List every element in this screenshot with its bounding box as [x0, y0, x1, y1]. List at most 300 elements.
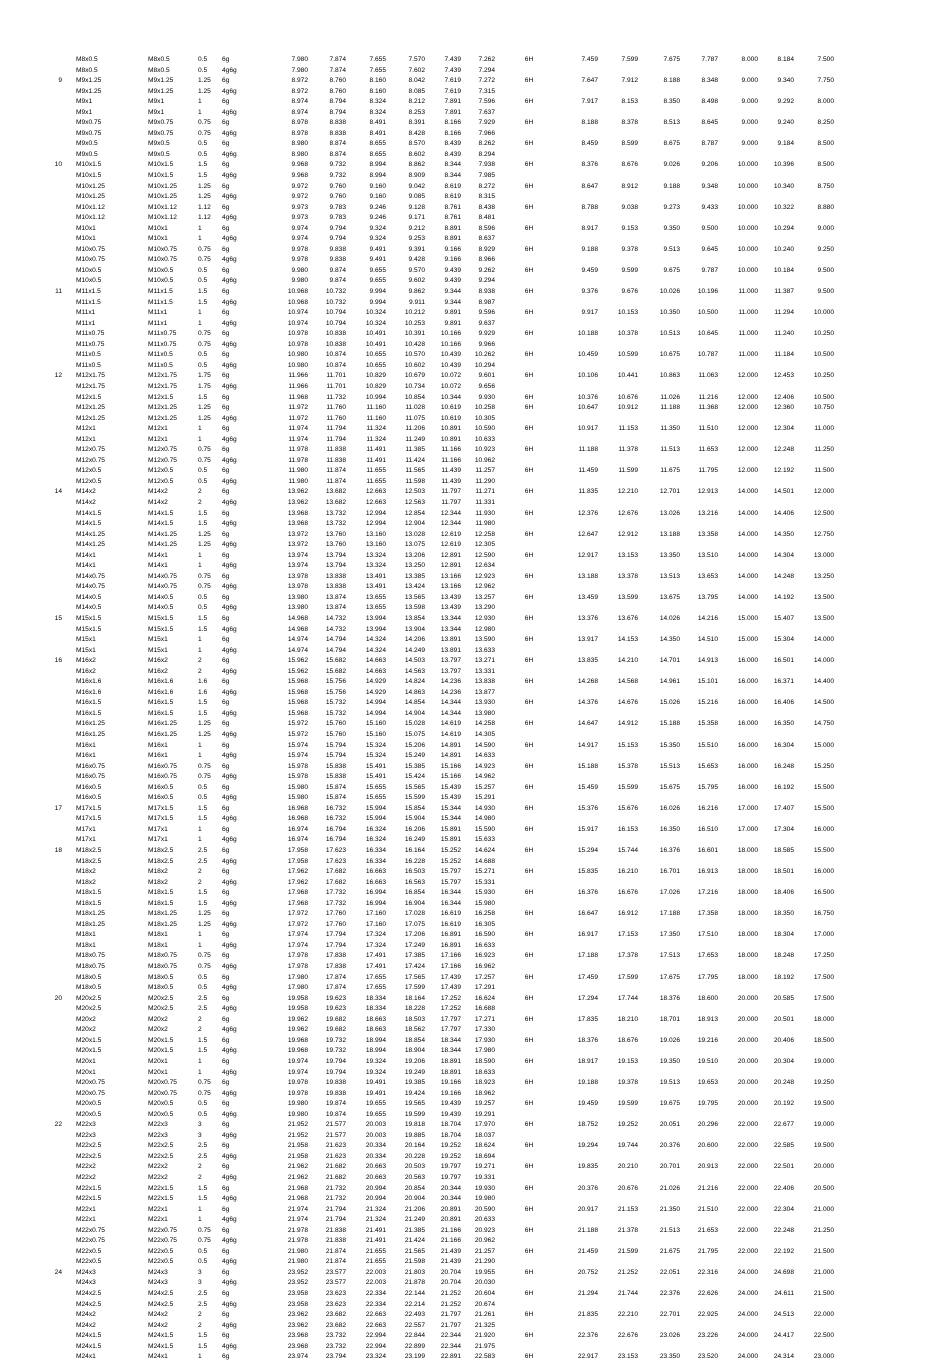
designation-a-cell: M18x2.5 [76, 847, 102, 855]
ext-minor-min-cell: 12.258 [474, 530, 495, 538]
ext-pitch-min-cell: 16.249 [404, 836, 425, 844]
ext-minor-min-cell: 12.980 [474, 625, 495, 633]
designation-b-cell: M11x0.75 [148, 330, 177, 338]
int-minor-min-cell: 16.376 [577, 889, 598, 897]
designation-a-cell: M12x1 [76, 425, 96, 433]
ext-major-max-cell: 19.958 [287, 1005, 308, 1013]
size-number-cell: 12 [54, 372, 62, 380]
ext-pitch-min-cell: 13.075 [404, 541, 425, 549]
ext-pitch-min-cell: 17.565 [404, 973, 425, 981]
ext-minor-max-cell: 18.704 [440, 1121, 461, 1129]
designation-b-cell: M16x1.6 [148, 678, 174, 686]
ext-major-max-cell: 21.974 [287, 1216, 308, 1224]
ext-minor-max-cell: 21.439 [440, 1247, 461, 1255]
ext-pitch-max-cell: 9.324 [369, 224, 386, 232]
tolerance-class-cell: 4g6g [222, 456, 237, 464]
designation-a-cell: M18x1.5 [76, 899, 102, 907]
tolerance-class-cell: 4g6g [222, 435, 237, 443]
ext-minor-max-cell: 17.439 [440, 984, 461, 992]
pitch-cell: 0.5 [198, 593, 208, 601]
ext-pitch-max-cell: 22.003 [365, 1268, 386, 1276]
table-row [0, 414, 950, 425]
ext-minor-min-cell: 19.955 [474, 1268, 495, 1276]
designation-b-cell: M16x1 [148, 752, 168, 760]
int-pitch-max-cell: 14.510 [697, 636, 718, 644]
ext-minor-max-cell: 18.344 [440, 1047, 461, 1055]
pitch-cell: 1 [198, 1068, 202, 1076]
tolerance-class-cell: 6g [222, 931, 230, 939]
int-major-min-cell: 15.000 [737, 636, 758, 644]
pitch-cell: 0.5 [198, 56, 208, 63]
ext-minor-min-cell: 9.656 [478, 382, 495, 390]
pitch-cell: 2 [198, 1015, 202, 1023]
int-pitch-max-cell: 9.500 [701, 224, 718, 232]
int-pitch-min-cell: 10.026 [659, 288, 680, 296]
size-number-cell: 9 [58, 77, 62, 85]
pitch-cell: 2 [198, 1321, 202, 1329]
ext-major-max-cell: 21.974 [287, 1205, 308, 1213]
ext-minor-min-cell: 15.331 [474, 878, 495, 886]
designation-a-cell: M16x1 [76, 741, 96, 749]
ext-pitch-min-cell: 12.904 [404, 520, 425, 528]
int-major-max-cell: 16.248 [773, 762, 794, 770]
int-tolerance-class-cell: 6H [524, 182, 534, 190]
int-pitch-min-cell: 20.376 [659, 1142, 680, 1150]
table-row [0, 1004, 950, 1015]
int-pitch-max-cell: 20.296 [697, 1121, 718, 1129]
int-minor-min-cell: 13.188 [577, 572, 598, 580]
ext-major-min-cell: 17.760 [325, 920, 346, 928]
int-major-min-cell: 18.000 [737, 847, 758, 855]
tolerance-class-cell: 6g [222, 720, 230, 728]
ext-major-min-cell: 14.794 [325, 636, 346, 644]
int-tolerance-class-cell: 6H [524, 1163, 534, 1171]
ext-minor-min-cell: 9.637 [478, 319, 495, 327]
table-row [0, 255, 950, 266]
designation-a-cell: M17x1 [76, 825, 96, 833]
int-major-min-cell: 12.000 [737, 467, 758, 475]
ext-minor-min-cell: 14.980 [474, 815, 495, 823]
ext-major-max-cell: 23.958 [287, 1289, 308, 1297]
ext-minor-min-cell: 19.331 [474, 1173, 495, 1181]
ext-major-min-cell: 10.874 [325, 361, 346, 369]
designation-b-cell: M22x2.5 [148, 1142, 174, 1150]
ext-minor-max-cell: 14.891 [440, 752, 461, 760]
int-tolerance-class-cell: 6H [524, 847, 534, 855]
designation-b-cell: M9x0.5 [148, 140, 170, 148]
designation-b-cell: M22x2 [148, 1163, 168, 1171]
ext-minor-min-cell: 12.590 [474, 551, 495, 559]
ext-pitch-min-cell: 12.563 [404, 498, 425, 506]
ext-minor-min-cell: 10.294 [474, 361, 495, 369]
int-minor-max-cell: 14.153 [617, 636, 638, 644]
designation-b-cell: M20x2 [148, 1026, 168, 1034]
int-major-min-cell: 12.000 [737, 393, 758, 401]
int-major-min-cell: 18.000 [737, 952, 758, 960]
tap-drill-cell: 22.500 [813, 1332, 834, 1340]
designation-b-cell: M16x1.6 [148, 688, 174, 696]
int-minor-max-cell: 11.378 [618, 446, 638, 454]
ext-major-min-cell: 21.874 [325, 1247, 346, 1255]
ext-major-max-cell: 21.978 [287, 1226, 308, 1234]
designation-a-cell: M22x2 [76, 1163, 96, 1171]
designation-a-cell: M16x1.6 [76, 678, 102, 686]
ext-major-max-cell: 9.980 [291, 266, 308, 274]
ext-major-min-cell: 23.682 [325, 1311, 346, 1319]
ext-pitch-min-cell: 13.565 [404, 593, 425, 601]
ext-pitch-max-cell: 20.334 [365, 1142, 386, 1150]
tolerance-class-cell: 4g6g [222, 108, 237, 116]
ext-major-min-cell: 23.623 [325, 1300, 346, 1308]
int-pitch-min-cell: 20.051 [659, 1121, 680, 1129]
pitch-cell: 0.5 [198, 783, 208, 791]
int-pitch-min-cell: 15.350 [659, 741, 680, 749]
ext-major-min-cell: 17.682 [325, 878, 346, 886]
int-minor-max-cell: 23.153 [617, 1353, 638, 1361]
int-minor-min-cell: 18.917 [577, 1057, 598, 1065]
ext-pitch-max-cell: 16.334 [365, 847, 386, 855]
tolerance-class-cell: 4g6g [222, 1342, 237, 1350]
table-row [0, 509, 950, 520]
ext-minor-max-cell: 17.252 [440, 994, 461, 1002]
ext-pitch-max-cell: 7.655 [369, 56, 386, 63]
ext-major-min-cell: 21.623 [325, 1152, 346, 1160]
int-tolerance-class-cell: 6H [524, 393, 534, 401]
ext-pitch-max-cell: 11.491 [366, 446, 386, 454]
tolerance-class-cell: 6g [222, 636, 230, 644]
ext-pitch-min-cell: 10.854 [404, 393, 425, 401]
ext-major-max-cell: 21.980 [287, 1258, 308, 1266]
ext-minor-min-cell: 15.633 [474, 836, 495, 844]
tolerance-class-cell: 4g6g [222, 646, 237, 654]
designation-b-cell: M22x2.5 [148, 1152, 174, 1160]
tolerance-class-cell: 6g [222, 1311, 230, 1319]
ext-pitch-min-cell: 13.250 [404, 562, 425, 570]
ext-major-max-cell: 21.962 [287, 1173, 308, 1181]
ext-minor-max-cell: 10.166 [440, 330, 461, 338]
ext-pitch-max-cell: 13.491 [365, 583, 386, 591]
designation-b-cell: M24x3 [148, 1279, 168, 1287]
int-tolerance-class-cell: 6H [524, 952, 534, 960]
table-row [0, 920, 950, 931]
int-tolerance-class-cell: 6H [524, 330, 534, 338]
int-major-max-cell: 17.407 [773, 804, 794, 812]
ext-major-min-cell: 13.682 [325, 498, 346, 506]
ext-major-min-cell: 19.874 [325, 1110, 346, 1118]
pitch-cell: 1 [198, 1216, 202, 1224]
int-minor-max-cell: 12.210 [617, 488, 638, 496]
designation-b-cell: M10x0.75 [148, 245, 177, 253]
int-pitch-min-cell: 11.675 [660, 467, 680, 475]
designation-a-cell: M18x0.75 [76, 963, 105, 971]
int-major-max-cell: 20.585 [773, 994, 794, 1002]
ext-minor-max-cell: 16.891 [440, 941, 461, 949]
ext-major-max-cell: 21.958 [287, 1152, 308, 1160]
ext-major-min-cell: 11.701 [326, 382, 346, 390]
int-minor-max-cell: 15.676 [617, 804, 638, 812]
ext-pitch-min-cell: 7.602 [408, 66, 425, 74]
int-pitch-min-cell: 10.863 [659, 372, 680, 380]
ext-major-min-cell: 11.760 [326, 404, 346, 412]
designation-b-cell: M16x1.25 [148, 731, 177, 738]
designation-a-cell: M22x0.5 [76, 1258, 102, 1266]
table-row [0, 87, 950, 98]
int-minor-max-cell: 15.153 [617, 741, 638, 749]
tolerance-class-cell: 6g [222, 825, 230, 833]
designation-a-cell: M10x0.75 [76, 245, 105, 253]
pitch-cell: 1.25 [198, 541, 211, 549]
tolerance-class-cell: 6g [222, 741, 230, 749]
table-row [0, 994, 950, 1005]
int-major-min-cell: 22.000 [737, 1121, 758, 1129]
ext-minor-min-cell: 17.970 [474, 1121, 495, 1129]
table-row [0, 582, 950, 593]
table-row [0, 941, 950, 952]
ext-pitch-max-cell: 10.324 [365, 309, 386, 317]
ext-major-max-cell: 8.978 [291, 129, 308, 137]
int-major-max-cell: 16.192 [773, 783, 794, 791]
ext-pitch-max-cell: 8.491 [369, 119, 386, 127]
ext-minor-max-cell: 15.797 [440, 878, 461, 886]
designation-b-cell: M10x1.5 [148, 172, 174, 180]
table-row [0, 203, 950, 214]
table-row [0, 1089, 950, 1100]
ext-pitch-min-cell: 18.503 [404, 1015, 425, 1023]
ext-major-max-cell: 19.968 [287, 1036, 308, 1044]
int-major-max-cell: 16.304 [773, 741, 794, 749]
ext-minor-max-cell: 9.344 [444, 288, 461, 296]
int-minor-min-cell: 10.647 [577, 404, 598, 412]
int-major-max-cell: 14.350 [773, 530, 794, 538]
int-minor-max-cell: 9.153 [621, 224, 638, 232]
table-row [0, 445, 950, 456]
int-pitch-min-cell: 15.026 [659, 699, 680, 707]
ext-pitch-min-cell: 8.253 [408, 108, 425, 116]
ext-major-max-cell: 19.978 [287, 1079, 308, 1087]
int-pitch-max-cell: 15.358 [697, 720, 718, 728]
table-row [0, 951, 950, 962]
table-row [0, 424, 950, 435]
designation-a-cell: M12x1.25 [76, 404, 105, 412]
designation-b-cell: M16x2 [148, 657, 168, 665]
ext-pitch-min-cell: 9.570 [408, 266, 425, 274]
pitch-cell: 1 [198, 435, 202, 443]
int-minor-max-cell: 10.441 [617, 372, 638, 380]
ext-major-min-cell: 21.838 [325, 1226, 346, 1234]
tap-drill-cell: 20.000 [813, 1163, 834, 1171]
ext-minor-min-cell: 7.966 [478, 129, 495, 137]
int-minor-min-cell: 21.188 [577, 1226, 598, 1234]
tolerance-class-cell: 4g6g [222, 857, 237, 865]
ext-pitch-min-cell: 13.598 [404, 604, 425, 612]
int-pitch-max-cell: 8.498 [701, 98, 718, 106]
pitch-cell: 1 [198, 1353, 202, 1361]
designation-b-cell: M22x0.75 [148, 1237, 177, 1245]
int-major-max-cell: 10.294 [773, 224, 794, 232]
size-number-cell: 20 [54, 994, 62, 1002]
ext-pitch-min-cell: 11.565 [405, 467, 425, 475]
tolerance-class-cell: 4g6g [222, 794, 237, 802]
ext-minor-min-cell: 14.688 [474, 857, 495, 865]
int-minor-max-cell: 21.153 [617, 1205, 638, 1213]
int-major-max-cell: 14.248 [773, 572, 794, 580]
tolerance-class-cell: 4g6g [222, 1047, 237, 1055]
ext-major-max-cell: 11.972 [288, 414, 308, 422]
ext-minor-max-cell: 14.344 [440, 709, 461, 717]
ext-minor-min-cell: 13.590 [474, 636, 495, 644]
int-tolerance-class-cell: 6H [524, 678, 534, 686]
ext-major-max-cell: 21.958 [287, 1142, 308, 1150]
ext-major-max-cell: 15.968 [287, 699, 308, 707]
ext-major-min-cell: 17.838 [325, 952, 346, 960]
int-minor-max-cell: 8.153 [621, 98, 638, 106]
ext-major-max-cell: 11.980 [288, 467, 308, 475]
tolerance-class-cell: 4g6g [222, 277, 237, 285]
ext-pitch-max-cell: 17.655 [365, 984, 386, 992]
table-row [0, 329, 950, 340]
int-major-max-cell: 12.304 [773, 425, 794, 433]
ext-pitch-min-cell: 8.570 [408, 140, 425, 148]
int-pitch-max-cell: 22.316 [697, 1268, 718, 1276]
int-major-max-cell: 22.585 [773, 1142, 794, 1150]
ext-minor-min-cell: 12.930 [474, 614, 495, 622]
tolerance-class-cell: 6g [222, 56, 230, 63]
designation-a-cell: M18x1.25 [76, 920, 105, 928]
designation-a-cell: M14x2 [76, 488, 96, 496]
ext-minor-min-cell: 17.330 [474, 1026, 495, 1034]
pitch-cell: 2.5 [198, 1300, 208, 1308]
ext-minor-max-cell: 10.072 [440, 382, 461, 390]
ext-major-min-cell: 17.874 [325, 984, 346, 992]
int-minor-min-cell: 13.376 [577, 614, 598, 622]
ext-minor-max-cell: 9.344 [444, 298, 461, 306]
int-major-max-cell: 18.350 [773, 910, 794, 918]
designation-a-cell: M12x1.75 [76, 382, 105, 390]
ext-minor-min-cell: 8.315 [478, 193, 495, 201]
int-major-min-cell: 9.000 [741, 140, 758, 148]
ext-major-min-cell: 13.838 [325, 583, 346, 591]
ext-minor-max-cell: 21.797 [440, 1321, 461, 1329]
int-major-min-cell: 16.000 [737, 783, 758, 791]
int-major-max-cell: 11.294 [774, 309, 794, 317]
ext-major-min-cell: 13.760 [325, 541, 346, 549]
tolerance-class-cell: 6g [222, 330, 230, 338]
designation-b-cell: M14x1 [148, 551, 168, 559]
ext-minor-max-cell: 15.166 [440, 773, 461, 781]
ext-major-min-cell: 15.760 [325, 720, 346, 728]
tolerance-class-cell: 4g6g [222, 235, 237, 243]
table-row [0, 435, 950, 446]
designation-a-cell: M8x0.5 [76, 66, 98, 74]
pitch-cell: 0.5 [198, 467, 208, 475]
designation-b-cell: M15x1.5 [148, 614, 174, 622]
ext-major-min-cell: 23.577 [325, 1279, 346, 1287]
ext-minor-max-cell: 10.439 [440, 351, 461, 359]
int-pitch-max-cell: 18.913 [697, 1015, 718, 1023]
ext-pitch-min-cell: 22.144 [404, 1289, 425, 1297]
tolerance-class-cell: 4g6g [222, 941, 237, 949]
int-minor-max-cell: 7.599 [621, 56, 638, 63]
tolerance-class-cell: 4g6g [222, 878, 237, 886]
tolerance-class-cell: 4g6g [222, 731, 237, 738]
table-row [0, 1331, 950, 1342]
ext-major-min-cell: 17.682 [325, 868, 346, 876]
designation-a-cell: M16x1.5 [76, 699, 102, 707]
ext-pitch-min-cell: 19.206 [404, 1057, 425, 1065]
tolerance-class-cell: 6g [222, 425, 230, 433]
int-tolerance-class-cell: 6H [524, 1015, 534, 1023]
int-pitch-min-cell: 20.701 [659, 1163, 680, 1171]
tolerance-class-cell: 4g6g [222, 150, 237, 158]
designation-b-cell: M14x0.5 [148, 593, 174, 601]
ext-minor-min-cell: 21.975 [474, 1342, 495, 1350]
int-minor-max-cell: 10.378 [617, 330, 638, 338]
int-minor-min-cell: 22.917 [577, 1353, 598, 1361]
int-pitch-min-cell: 9.026 [663, 161, 680, 169]
int-tolerance-class-cell: 6H [524, 372, 534, 380]
tolerance-class-cell: 6g [222, 593, 230, 601]
designation-b-cell: M17x1.5 [148, 815, 174, 823]
designation-a-cell: M9x1 [76, 98, 93, 106]
int-major-min-cell: 17.000 [737, 804, 758, 812]
ext-minor-max-cell: 13.797 [440, 657, 461, 665]
designation-b-cell: M12x0.75 [148, 456, 177, 464]
tolerance-class-cell: 6g [222, 1289, 230, 1297]
ext-minor-max-cell: 16.891 [440, 931, 461, 939]
designation-a-cell: M14x0.75 [76, 583, 105, 591]
int-minor-max-cell: 11.153 [618, 425, 638, 433]
ext-pitch-max-cell: 9.324 [369, 235, 386, 243]
int-minor-min-cell: 8.459 [581, 140, 598, 148]
int-minor-min-cell: 10.917 [577, 425, 598, 433]
ext-pitch-max-cell: 10.491 [365, 330, 386, 338]
tolerance-class-cell: 4g6g [222, 709, 237, 717]
int-tolerance-class-cell: 6H [524, 657, 534, 665]
int-major-max-cell: 16.350 [773, 720, 794, 728]
ext-major-min-cell: 9.732 [329, 172, 346, 180]
int-pitch-max-cell: 7.787 [701, 56, 718, 63]
int-minor-min-cell: 21.459 [577, 1247, 598, 1255]
table-row [0, 1352, 950, 1363]
size-number-cell: 18 [54, 847, 62, 855]
designation-b-cell: M16x1 [148, 741, 168, 749]
ext-minor-min-cell: 11.331 [475, 498, 495, 506]
int-major-min-cell: 18.000 [737, 868, 758, 876]
table-row [0, 1321, 950, 1332]
tolerance-class-cell: 4g6g [222, 477, 237, 485]
int-major-max-cell: 20.304 [773, 1057, 794, 1065]
ext-pitch-max-cell: 20.663 [365, 1163, 386, 1171]
int-major-min-cell: 14.000 [737, 488, 758, 496]
tap-drill-cell: 17.500 [813, 994, 834, 1002]
ext-pitch-min-cell: 16.164 [404, 847, 425, 855]
designation-b-cell: M17x1.5 [148, 804, 174, 812]
ext-major-max-cell: 8.978 [291, 119, 308, 127]
tap-drill-cell: 14.000 [813, 657, 834, 665]
ext-major-min-cell: 9.783 [329, 203, 346, 211]
tolerance-class-cell: 6g [222, 161, 230, 169]
designation-b-cell: M20x2.5 [148, 1005, 174, 1013]
tap-drill-cell: 13.500 [813, 614, 834, 622]
ext-pitch-max-cell: 10.655 [365, 351, 386, 359]
ext-pitch-max-cell: 9.655 [369, 266, 386, 274]
int-tolerance-class-cell: 6H [524, 119, 534, 127]
ext-major-max-cell: 11.978 [288, 446, 308, 454]
designation-b-cell: M24x1.5 [148, 1342, 174, 1350]
ext-major-min-cell: 15.682 [325, 657, 346, 665]
ext-minor-min-cell: 21.325 [474, 1321, 495, 1329]
ext-minor-min-cell: 18.923 [474, 1079, 495, 1087]
